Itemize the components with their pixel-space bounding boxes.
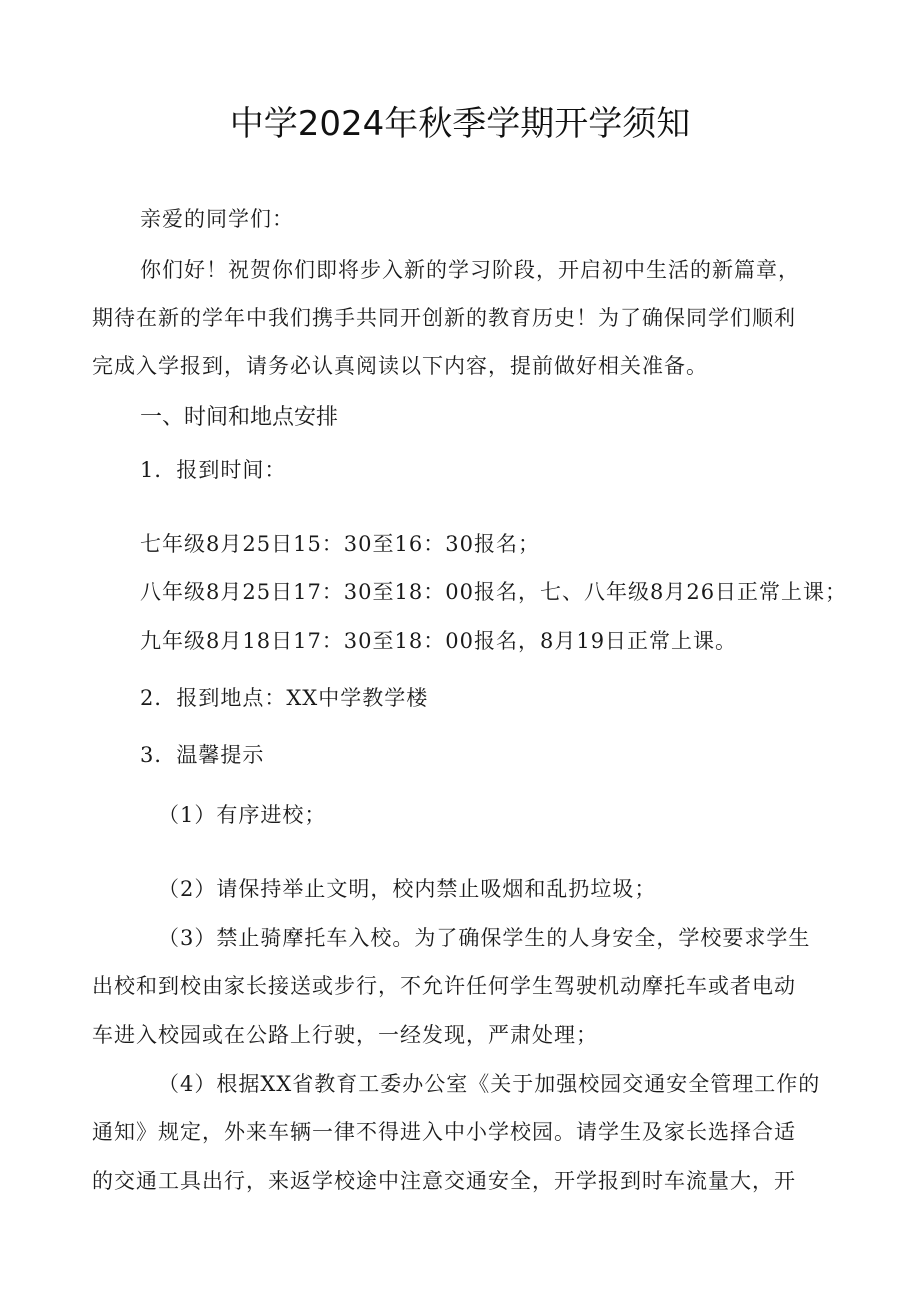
intro-line-3: 完成入学报到，请务必认真阅读以下内容，提前做好相关准备。 bbox=[92, 354, 708, 378]
salutation: 亲爱的同学们： bbox=[140, 207, 294, 231]
intro-line-2: 期待在新的学年中我们携手共同开创新的教育历史！为了确保同学们顺利 bbox=[92, 306, 796, 330]
time-line-grade7: 七年级8月25日15：30至16：30报名； bbox=[140, 532, 540, 556]
tip-item-1: （1）有序进校； bbox=[158, 803, 327, 827]
tip-item-3-line-3: 车进入校园或在公路上行驶，一经发现，严肃处理； bbox=[92, 1023, 598, 1047]
tip-item-4-line-2: 通知》规定，外来车辆一律不得进入中小学校园。请学生及家长选择合适 bbox=[92, 1120, 796, 1144]
subsection-tips: 3．温馨提示 bbox=[140, 743, 265, 767]
section-heading: 一、时间和地点安排 bbox=[140, 405, 339, 430]
tip-item-2: （2）请保持举止文明，校内禁止吸烟和乱扔垃圾； bbox=[158, 877, 657, 901]
subsection-report-time: 1．报到时间： bbox=[140, 458, 287, 482]
tip-item-3-line-2: 出校和到校由家长接送或步行，不允许任何学生驾驶机动摩托车或者电动 bbox=[92, 974, 796, 998]
document-title: 中学2024年秋季学期开学须知 bbox=[229, 104, 691, 144]
time-line-grade9: 九年级8月18日17：30至18：00报名，8月19日正常上课。 bbox=[140, 629, 738, 653]
tip-item-4-line-1: （4）根据XX省教育工委办公室《关于加强校园交通安全管理工作的 bbox=[158, 1072, 821, 1096]
tip-item-4-line-3: 的交通工具出行，来返学校途中注意交通安全，开学报到时车流量大，开 bbox=[92, 1169, 796, 1193]
subsection-report-location: 2．报到地点：XX中学教学楼 bbox=[140, 686, 429, 710]
time-line-grade8: 八年级8月25日17：30至18：00报名，七、八年级8月26日正常上课； bbox=[140, 580, 848, 604]
tip-item-3-line-1: （3）禁止骑摩托车入校。为了确保学生的人身安全，学校要求学生 bbox=[158, 926, 811, 950]
intro-line-1: 你们好！祝贺你们即将步入新的学习阶段，开启初中生活的新篇章， bbox=[140, 258, 800, 282]
